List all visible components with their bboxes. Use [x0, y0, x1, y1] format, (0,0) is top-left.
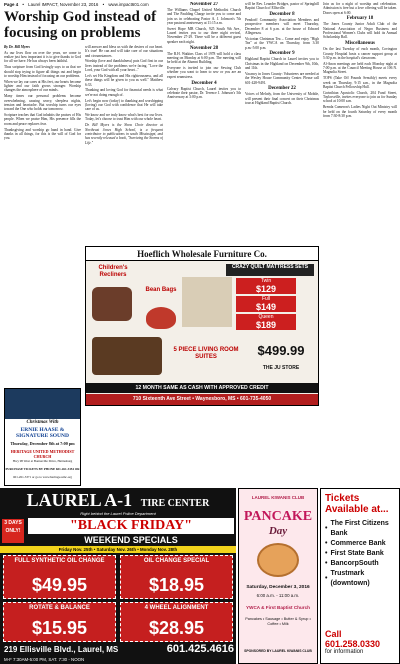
pancake-subtitle: Day — [268, 525, 288, 537]
group-photo — [5, 389, 80, 419]
event-text: TOPS (Take Off Pounds Sensibly) meets every week on Thursday, 9:15 a.m., in the Magnolia Baptist Church Fellowship Hall. — [323, 76, 397, 89]
coupon-title: OIL CHANGE SPECIAL — [143, 558, 210, 564]
store-name: THE JU STORE — [262, 365, 300, 371]
event-text: The R.H. Watkins Class of 1978 will hold a class meeting on Monday at 6:00 p.m. The meeting will be held at the Alumni Building. — [167, 51, 241, 65]
financing-footer: 12 MONTH SAME AS CASH WITH APPROVED CREDIT — [86, 383, 318, 393]
mattress-banner: CRAZY QUILT MATTRESS SETS — [226, 264, 314, 276]
event-date: November 27 — [189, 2, 219, 7]
coupon-oil-change[interactable] — [120, 555, 233, 599]
event-text: Al-Anon meetings are held each Monday night at 7:00 p.m. at the Council Meeting House at 106 N. Magnolia Street. — [323, 61, 397, 75]
tire-address: 219 Ellisville Blvd., Laurel, MS — [4, 645, 119, 654]
coupon-price: $18.95 — [148, 575, 205, 595]
event-text: Sweet Hope MB Church, 925 South 9th Ave., Laurel invites you to our three night revival, November 27-29. There will be a different guest speaker each night. — [167, 26, 241, 44]
pancake-location: YWCA & First Baptist Church — [246, 605, 310, 610]
bean-bag-image — [146, 307, 176, 329]
days-only-badge: 3 DAYS ONLY! — [2, 519, 24, 543]
ticket-phone: 601-261-3371 or go to www.heritage-umc.org — [13, 475, 72, 479]
coupon-synthetic-oil[interactable] — [3, 555, 116, 599]
article-paragraph: We know and we truly know what's best for our lives. Today, let's choose to trust Him with our whole heart. — [85, 113, 163, 122]
pancake-stack-image — [257, 543, 299, 577]
event-text: Corinthian Apostolic Church, 204 Fund Street, Taylorsville, invites everyone to join us for Sunday school at 10:00 a.m. — [323, 90, 397, 104]
coupon-rotate-balance[interactable] — [3, 602, 116, 642]
twin-label: Twin — [260, 278, 272, 284]
event-text: Everyone is invited to join our Sewing Club whether you want to learn to sew or you are an expert seamstress. — [167, 66, 241, 79]
event-text: Brenda Cameron's Ladies Night Out Ministry will be held on the fourth Saturday of every month from 7:30-8:30 p.m. — [323, 105, 397, 118]
coupon-price: $28.95 — [148, 618, 205, 638]
byline: By Dr. Bill Myers — [4, 45, 30, 49]
queen-price: $189 — [255, 320, 277, 330]
event-date: February 18 — [346, 16, 374, 22]
event-date: December 9 — [269, 51, 295, 57]
performers: ERNIE HAASE & SIGNATURE SOUND — [16, 427, 69, 439]
twin-price-box — [236, 278, 296, 294]
tire-hours: M-F 7:30AM-5:00 PM, SAT. 7:30 - NOON — [4, 657, 85, 662]
ticket-locations — [325, 519, 399, 589]
article-paragraph: Thanking and loving God for financial needs is what we're not doing enough of. — [85, 88, 163, 97]
tire-brand-name: LAUREL A-1 — [26, 490, 133, 510]
article-column-2 — [85, 45, 163, 245]
article-paragraph: Many times our personal problems become overwhelming, causing worry, sleepless nights, tension and heartache. But worship turns our eyes toward the One who holds our tomorrow. — [4, 94, 81, 112]
article-paragraph: will answer and bless us with the desires of our heart. It's true! He can and will take care of our situations and circumstances. — [85, 45, 163, 58]
coupon-price: $49.95 — [31, 575, 88, 595]
ticket-location: • First State Bank — [325, 550, 384, 557]
tire-brand — [0, 489, 236, 511]
site-url: www.impact601.com — [108, 2, 149, 7]
headline: Worship God instead of focusing on problems — [4, 9, 157, 41]
event-text: Victorian Christmas Tea – Come and enjoy "High Tea" at the YWCA on Thursday, from 3:30 p.m.-5:00 p.m. — [245, 36, 319, 50]
event-text: Calvary Baptist Church, Laurel invites you to celebrate their pastor, Dr. Terence J. Johnson's 5th Anniversary at 3:00 p.m. — [167, 86, 241, 100]
queen-label: Queen — [258, 314, 274, 320]
coupon-title: ROTATE & BALANCE — [29, 605, 90, 611]
article-paragraph: Scripture teaches that God inhabits the praises of His people. When we praise Him, His presence fills the room and peace replaces fear. — [4, 113, 81, 126]
event-text: The Williams Chapel United Methodist Church and The Paulding Charge invite you to come and join us in celebrating Pastor A. J. Johnson's 7th year pastoral anniversary at 11:15 a.m. — [167, 8, 241, 25]
queen-price-box — [236, 314, 296, 330]
pancake-date: Saturday, December 3, 2016 — [246, 585, 310, 590]
weekend-specials: WEEKEND SPECIALS — [84, 535, 178, 545]
ticket-location: • Trustmark (downtown) — [325, 570, 370, 587]
article-paragraph: When we lay our cares at His feet, our hearts become lighter and our faith grows stronger. Worship changes the atmosphere of our minds. — [4, 79, 81, 93]
events-column-5 — [323, 2, 397, 402]
tickets-ad — [320, 488, 400, 664]
article-paragraph: Thanksgiving and worship go hand in hand. Give thanks in all things, for this is the will of God for you. — [4, 127, 81, 141]
childrens-recliners: Children's Recliners — [98, 265, 128, 278]
page-number: Page 4 — [4, 2, 19, 7]
ticket-info: PURCHASE TICKETS BY PHONE 601-261-3354 OR — [5, 467, 80, 471]
coupon-alignment[interactable] — [120, 602, 233, 642]
living-room-label: 5 PIECE LIVING ROOM SUITES — [173, 347, 239, 360]
tire-brand-sub: TIRE CENTER — [140, 498, 210, 509]
article-paragraph: As our lives flow on over the years, we come to realize just how important it is to give thanks to God for all we have. He has always been faithful. — [4, 50, 81, 64]
event-text: Vacancy in Jones County: Volunteers are needed at the Wesley House Community Center. Please call 601-428-9491. — [245, 71, 319, 85]
author-note: Dr. Bill Myers is the Show Choir director at Northeast Jones High School, is a frequent contributor to publications in south Mississippi, and has recently released a book, "Surviving the Storms of Life." — [85, 123, 163, 145]
full-price-box — [236, 296, 296, 312]
coupon-title: FULL SYNTHETIC OIL CHANGE — [14, 558, 105, 564]
bean-bags-label: Bean Bags — [145, 287, 177, 293]
coupon-price: $15.95 — [31, 618, 88, 638]
event-text: will be Rev. Leander Bridges, pastor of Springhill Baptist Church of Ellisville. — [245, 2, 319, 11]
tire-phone: 601.425.4616 — [166, 643, 234, 655]
concert-address: Hwy 98 West at Bonneville Drive, Hattiesburg — [12, 459, 73, 463]
sofa-image — [92, 337, 162, 375]
kiwanis-banner: LAUREL KIWANIS CLUB — [251, 495, 305, 500]
tire-tagline: Right behind the Laurel Police Department — [80, 511, 156, 516]
event-date: December 22 — [268, 86, 296, 92]
article-column-1 — [4, 45, 81, 385]
tire-center-ad — [0, 488, 236, 664]
event-date: December 8 — [269, 12, 295, 18]
tickets-title: Tickets Available at... — [325, 493, 389, 515]
full-label: Full — [261, 296, 271, 302]
article-paragraph: Thus scripture from God lovingly says to us that we should stop trying to figure all things out and begin to worship Him instead of focusing on our problems. — [4, 65, 81, 78]
event-text: The Jones County Junior Adult Club of the National Association of Negro Business and Professional Women's Clubs will hold its Annual Scholarship Ball. — [323, 22, 397, 40]
concert-title: Christmas With — [26, 420, 59, 425]
concert-venue: HERITAGE UNITED METHODIST CHURCH — [10, 449, 75, 459]
paper-title: Laurel IMPACT, November 23, 2016 — [28, 2, 99, 7]
event-date: November 28 — [189, 45, 219, 51]
article-paragraph: Worship (love and thankfulness) puts God first in our lives instead of the problems we're facing. "Love the Lord, your God with all your heart..." — [85, 59, 163, 73]
mattress-image — [182, 277, 232, 327]
ticket-location: • BancorpSouth — [325, 560, 379, 567]
page-header: Page 4 • Laurel IMPACT, November 23, 2016 • www.impact601.com — [4, 2, 149, 7]
pancake-sponsor: SPONSORED BY LAUREL KIWANIS CLUB — [244, 649, 312, 653]
pancake-title: PANCAKE — [243, 509, 313, 524]
full-price: $149 — [255, 302, 277, 312]
twin-price: $129 — [255, 284, 277, 294]
pancake-day-ad — [238, 488, 318, 664]
furniture-address: 710 Sixteenth Ave Street • Waynesboro, MS • 601-735-4050 — [86, 394, 318, 405]
event-text: Highland Baptist Church in Laurel invites you to Christmas in the Highland on December 9th, 10th, and 11th. — [245, 57, 319, 71]
events-column-3 — [167, 2, 241, 242]
tickets-info: for information — [325, 649, 364, 655]
event-text: Join us for a night of worship and celebration. Admission is free but a love offering will be taken. Doors open at 6:00. — [323, 2, 397, 15]
article-paragraph: Let's set His Kingdom and His righteousness, and all these things will be given to you as well." Matthew 6:33. — [85, 73, 163, 87]
event-text: Voices of Melody, from the University of Mobile, will present their final concert on their Christmas tour at Highland Baptist Church. — [245, 92, 319, 106]
ticket-location: • The First Citizens Bank — [325, 520, 389, 537]
sale-dates: Friday Nov. 25th • Saturday Nov. 26th • Monday Nov. 28th — [0, 546, 236, 553]
event-text: Pendorff Community Association Members and prospective members will meet Thursday, December 8 at 6 p.m. at the house of Edward Allegrezza. — [245, 18, 319, 36]
furniture-ad — [85, 246, 319, 406]
concert-date: Thursday, December 8th at 7:00 pm — [10, 441, 75, 446]
pancake-menu: Pancakes • Sausage • Butter & Syrup • Coffee • Milk — [245, 617, 311, 626]
tickets-phone: Call 601.258.0330 — [325, 629, 381, 649]
ticket-location: • Commerce Bank — [325, 540, 386, 547]
christmas-concert-ad — [4, 388, 81, 486]
event-text: On the last Tuesday of each month, Covington County Hospital hosts a cancer support group at 5:30 p.m. in the hospital's classroom. — [323, 47, 397, 60]
coupon-title: 4 WHEEL ALIGNMENT — [144, 605, 209, 611]
living-room-price: $499.99 — [257, 343, 305, 358]
pancake-time: 6:00 a.m. - 11:00 a.m. — [256, 593, 300, 598]
event-date: December 4 — [191, 80, 217, 86]
furniture-ad-title: Hoeflich Wholesale Furniture Co. — [86, 247, 318, 261]
article-paragraph: Let's begin now (today) to thanking and worshipping (loving) our God with confidence that He will take care of us. — [85, 98, 163, 112]
event-date: Miscellaneous — [345, 41, 375, 47]
black-friday-title: "BLACK FRIDAY" — [28, 518, 234, 534]
recliner-image — [92, 287, 132, 321]
